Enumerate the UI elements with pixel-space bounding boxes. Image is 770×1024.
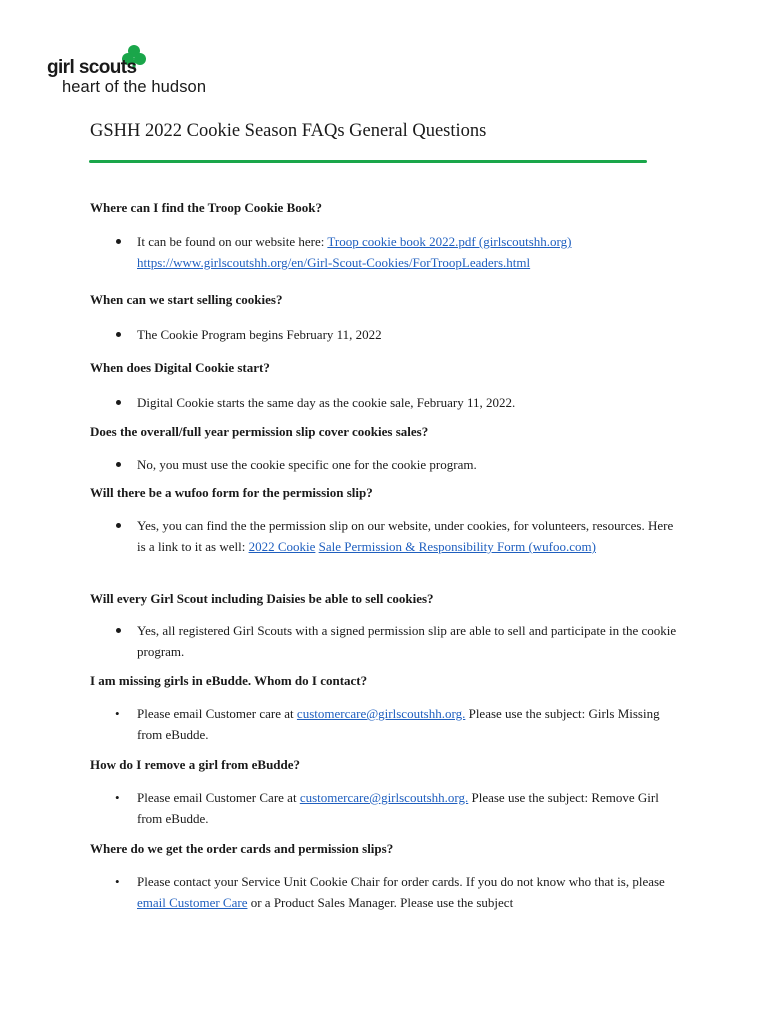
troop-cookie-book-link[interactable]: Troop cookie book 2022.pdf (girlscoutshh.org) xyxy=(327,234,572,249)
faq-answer: Digital Cookie starts the same day as the cookie sale, February 11, 2022. xyxy=(137,392,677,413)
faq-question: How do I remove a girl from eBudde? xyxy=(90,757,301,772)
faq-question: I am missing girls in eBudde. Whom do I contact? xyxy=(90,673,368,688)
faq-question: When does Digital Cookie start? xyxy=(90,360,270,375)
faq-answer: It can be found on our website here: Troop cookie book 2022.pdf (girlscoutshh.org) https://www.girlscoutshh.org/en/Girl-Scout-Cookies/ForTroopLeaders.html xyxy=(137,231,677,273)
faq-question: Will there be a wufoo form for the permission slip? xyxy=(90,485,373,500)
faq-answer: Yes, you can find the the permission slip on our website, under cookies, for volunteers, resources. Here is a link to it as well: 2022 Cookie Sale Permission & Responsibility Form (wufoo.com) xyxy=(137,515,677,557)
bullet-icon: • xyxy=(115,790,120,805)
email-customer-care-link[interactable]: email Customer Care xyxy=(137,895,248,910)
permission-slip-link-part2[interactable]: Sale Permission & Responsibility Form (wufoo.com) xyxy=(318,539,596,554)
faq-question: Where can I find the Troop Cookie Book? xyxy=(90,200,322,215)
troop-leaders-url-link[interactable]: https://www.girlscoutshh.org/en/Girl-Scout-Cookies/ForTroopLeaders.html xyxy=(137,255,531,270)
bullet-icon xyxy=(116,523,121,528)
faq-answer: • Please email Customer Care at customercare@girlscoutshh.org. Please use the subject: Remove Girl from eBudde. xyxy=(137,787,677,829)
faq-question: Does the overall/full year permission slip cover cookies sales? xyxy=(90,424,429,439)
bullet-icon xyxy=(116,332,121,337)
faq-answer: • Please contact your Service Unit Cookie Chair for order cards. If you do not know who that is, please email Customer Care or a Product Sales Manager. Please use the subject xyxy=(137,871,677,913)
bullet-icon xyxy=(116,628,121,633)
page-title: GSHH 2022 Cookie Season FAQs General Questions xyxy=(90,121,487,141)
faq-answer: Yes, all registered Girl Scouts with a signed permission slip are able to sell and participate in the cookie program. xyxy=(137,620,677,662)
faq-answer: The Cookie Program begins February 11, 2022 xyxy=(137,324,677,345)
bullet-icon xyxy=(116,462,121,467)
customer-care-email-link[interactable]: customercare@girlscoutshh.org. xyxy=(296,706,466,721)
faq-answer: No, you must use the cookie specific one for the cookie program. xyxy=(137,454,677,475)
customer-care-email-link[interactable]: customercare@girlscoutshh.org. xyxy=(299,790,469,805)
logo-wordmark: girl scouts xyxy=(47,57,137,78)
logo-council-name: heart of the hudson xyxy=(62,78,207,96)
logo xyxy=(47,44,247,100)
faq-question: Will every Girl Scout including Daisies be able to sell cookies? xyxy=(90,591,434,606)
bullet-icon xyxy=(116,239,121,244)
faq-answer: • Please email Customer care at customercare@girlscoutshh.org. Please use the subject: Girls Missing from eBudde. xyxy=(137,703,677,745)
title-divider xyxy=(89,160,647,163)
bullet-icon: • xyxy=(115,706,120,721)
faq-question: Where do we get the order cards and permission slips? xyxy=(90,841,394,856)
bullet-icon xyxy=(116,400,121,405)
bullet-icon: • xyxy=(115,874,120,889)
permission-slip-link-part1[interactable]: 2022 Cookie xyxy=(248,539,316,554)
faq-question: When can we start selling cookies? xyxy=(90,292,283,307)
